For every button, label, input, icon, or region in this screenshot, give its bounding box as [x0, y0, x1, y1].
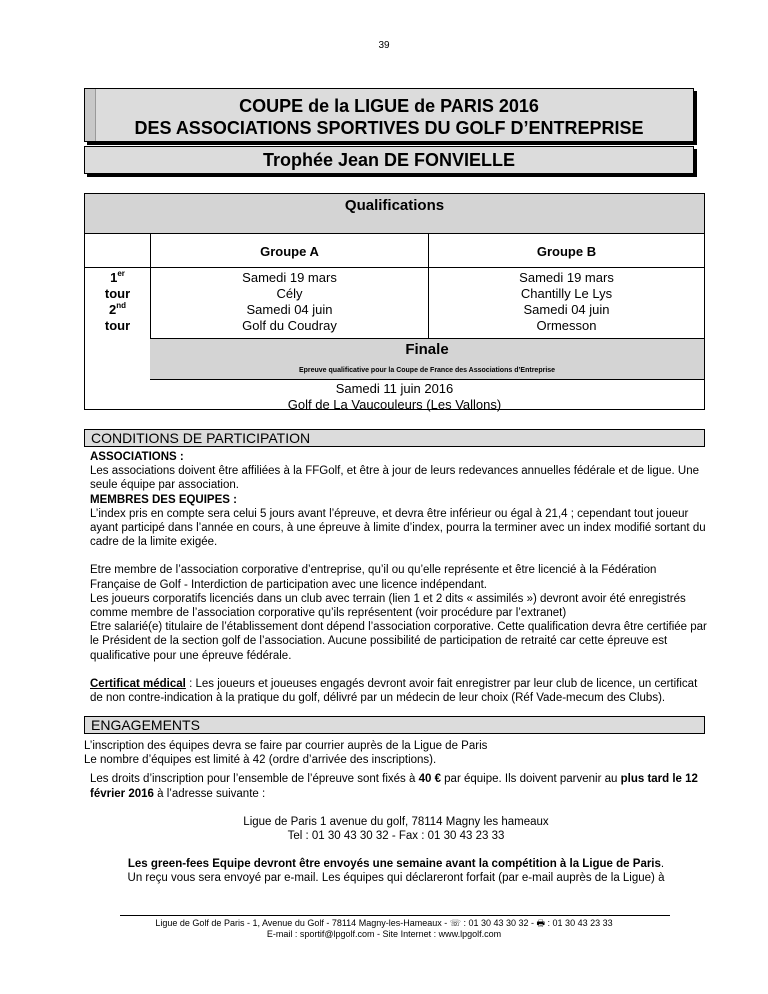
- medical-label: Certificat médical: [90, 677, 186, 690]
- engagements-heading: ENGAGEMENTS: [84, 716, 705, 734]
- tour-1-word: tour: [104, 286, 131, 301]
- finale-details: [85, 381, 704, 413]
- members-text: L’index pris en compte sera celui 5 jours avant l’épreuve, et devra être inférieur ou égal à 21,4 ; cependant tout joueur ayant participé dans l’année en cours, à une épreuve à limite d’index, pourra la terminer avec un index modifié sortant du cadre de la limite exigée.: [90, 507, 706, 549]
- engagement-line-1: L’inscription des équipes devra se faire par courrier auprès de la Ligue de Paris: [84, 740, 488, 752]
- engagements-section: [84, 739, 708, 886]
- associations-text: Les associations doivent être affiliées à la FFGolf, et être à jour de leurs redevances annuelles fédérale et de ligue. Une seule équipe par association.: [90, 465, 700, 492]
- footer-contact-line: E-mail : sportif@lpgolf.com - Site Internet : www.lpgolf.com: [266, 929, 502, 939]
- qualifications-table: [84, 193, 705, 410]
- corporate-players-rule: Les joueurs corporatifs licenciés dans un club avec terrain (lien 1 et 2 dits « assimilés ») devront avoir été enregistrés comme membre de l’association corporative qu’ils représentent (voir procédure par l’extranet): [90, 592, 686, 620]
- group-a-tour2-date: Samedi 04 juin: [246, 302, 333, 317]
- footer-divider: [120, 915, 670, 916]
- employee-rule: Etre salarié(e) titulaire de l’établissement dont dépend l’association corporative. Cette qualification devra être certifiée par le Président de la section golf de l’association. Aucune possibilité de participation de retraité car cette épreuve est qualificative pour une épreuve fédérale.: [90, 621, 707, 662]
- group-b-tour1-place: Chantilly Le Lys: [520, 286, 613, 301]
- group-b-header: Groupe B: [536, 244, 597, 259]
- group-a-tour1-date: Samedi 19 mars: [242, 270, 337, 285]
- finale-place: Golf de La Vaucouleurs (Les Vallons): [287, 397, 502, 412]
- fees-paragraph: Les droits d’inscription pour l’ensemble de l’épreuve sont fixés à 40 € par équipe. Ils doivent parvenir au plus tard le 12 février 2016 à l’adresse suivante :: [90, 773, 698, 800]
- tour-2-word: tour: [104, 318, 131, 333]
- conditions-heading: CONDITIONS DE PARTICIPATION: [84, 429, 705, 447]
- group-b-tour1-date: Samedi 19 mars: [519, 270, 614, 285]
- group-a-tour2-place: Golf du Coudray: [242, 318, 337, 333]
- league-address: Ligue de Paris 1 avenue du golf, 78114 Magny les hameaux: [243, 815, 549, 828]
- league-phone: Tel : 01 30 43 30 32 - Fax : 01 30 43 23 33: [287, 830, 505, 843]
- conditions-section: [90, 450, 708, 705]
- page-number: 39: [378, 40, 390, 51]
- table-divider: [85, 267, 704, 268]
- tour-2-label: 2nd: [108, 301, 126, 317]
- fax-icon: 🖶: [536, 918, 546, 928]
- group-b-tour2-place: Ormesson: [536, 318, 597, 333]
- group-a-tour1-place: Cély: [276, 286, 303, 301]
- trophy-title: Trophée Jean DE FONVIELLE: [84, 146, 694, 174]
- title-box: [84, 88, 694, 142]
- title-line-1: COUPE de la LIGUE de PARIS 2016: [239, 96, 539, 116]
- group-b-tour2-date: Samedi 04 juin: [523, 302, 610, 317]
- qualifications-heading: Qualifications: [85, 194, 704, 234]
- associations-label: ASSOCIATIONS :: [90, 451, 184, 463]
- medical-certificate: [90, 677, 708, 705]
- finale-subtitle: Epreuve qualificative pour la Coupe de France des Associations d’Entreprise: [298, 367, 556, 374]
- finale-header: [150, 338, 704, 380]
- finale-title: Finale: [405, 341, 449, 358]
- footer-address-line: Ligue de Golf de Paris - 1, Avenue du Golf - 78114 Magny-les-Hameaux - ☏ : 01 30 43 30 32 - 🖶 : 01 30 43 23 33: [155, 918, 613, 928]
- finale-date: Samedi 11 juin 2016: [335, 381, 454, 396]
- title-line-2: DES ASSOCIATIONS SPORTIVES DU GOLF D’ENTREPRISE: [134, 118, 644, 138]
- receipt-notice: Un reçu vous sera envoyé par e-mail. Les équipes qui déclareront forfait (par e-mail auprès de la Ligue) à: [127, 872, 665, 885]
- page-footer: [80, 918, 688, 940]
- group-a-header: Groupe A: [260, 244, 319, 259]
- tour-1-label: 1er: [110, 269, 125, 285]
- engagement-line-2: Le nombre d’équipes est limité à 42 (ordre d’arrivée des inscriptions).: [84, 754, 437, 767]
- greenfees-notice: Les green-fees Equipe devront être envoyés une semaine avant la compétition à la Ligue de Paris.: [127, 858, 665, 871]
- membership-rule: Etre membre de l’association corporative d’entreprise, qu’il ou qu’elle représente et être licencié à la Fédération Française de Golf - Interdiction de participation avec une licence indépendant.: [90, 564, 657, 591]
- medical-text: : Les joueurs et joueuses engagés devront avoir fait enregistrer par leur club de licence, un certificat de non contre-indication à la pratique du golf, délivré par un médecin de leur choix (Réf Vade-mecum des Clubs).: [90, 677, 698, 705]
- telephone-icon: ☏: [449, 918, 461, 928]
- members-label: MEMBRES DES EQUIPES :: [90, 493, 237, 506]
